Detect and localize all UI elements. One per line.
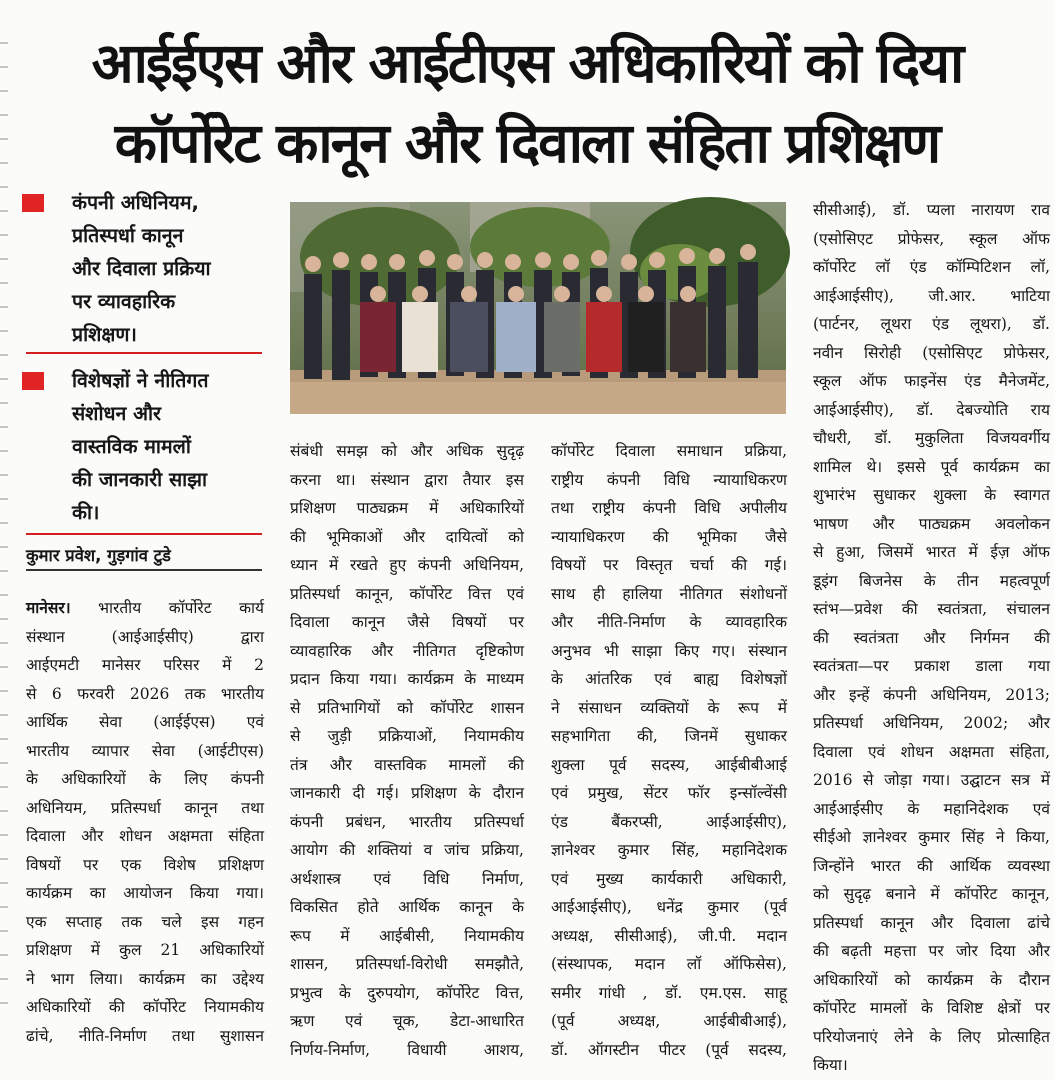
text-line: को सुदृढ़ बनाने में कॉर्पोरेट कानून, xyxy=(813,885,1050,903)
text-line: प्रदान किया गया। कार्यक्रम के माध्यम xyxy=(290,670,524,688)
text-line: की बढ़ती महत्ता पर जोर दिया और xyxy=(813,942,1050,960)
text-line: परियोजनाएं लेने के लिए प्रोत्साहित xyxy=(813,1027,1050,1046)
highlight-line: प्रशिक्षण। xyxy=(72,323,137,346)
column-1 xyxy=(26,594,264,1050)
text-line: दिवाला एवं शोधन अक्षमता संहिता, xyxy=(813,742,1050,761)
text-line: रूप में आईबीसी, नियामकीय xyxy=(290,926,524,945)
text-line: एक सप्ताह तक चले इस गहन xyxy=(26,912,264,931)
text-line: जिन्होंने भारत की आर्थिक व्यवस्था xyxy=(813,856,1050,875)
text-line: प्रशिक्षण में कुल 21 अधिकारियों xyxy=(26,941,264,959)
text-line-rest: भारतीय कॉर्पोरेट कार्य xyxy=(70,599,264,617)
text-line: एंड बैंकरप्सी, आईआईसीए), xyxy=(551,812,787,831)
column-2 xyxy=(290,437,524,1064)
dateline-place: मानेसर। xyxy=(26,598,71,617)
text-line: संस्थान (आईआईसीए) द्वारा xyxy=(26,627,264,646)
text-line: अधिकारियों को कार्यक्रम के दौरान xyxy=(813,970,1050,989)
text-line: सीईओ ज्ञानेश्वर कुमार सिंह ने किया, xyxy=(813,828,1050,846)
text-line: ढांचे, नीति-निर्माण तथा सुशासन xyxy=(26,1026,264,1045)
highlight-line: विशेषज्ञों ने नीतिगत xyxy=(72,369,209,392)
text-line: आईआईसीए), डॉ. देबज्योति राय xyxy=(813,400,1050,419)
text-line: चौधरी, डॉ. मुकुलिता विजयवर्गीय xyxy=(813,429,1050,447)
text-line: (एसोसिएट प्रोफेसर, स्कूल ऑफ xyxy=(813,229,1050,248)
text-line: दिवाला कानून जैसे विषयों पर xyxy=(290,613,524,631)
text-line: किया। xyxy=(813,1056,848,1074)
text-line: ज्ञानेश्वर कुमार सिंह, महानिदेशक xyxy=(551,841,787,859)
text-line: जानकारी दी गई। प्रशिक्षण के दौरान xyxy=(290,784,524,802)
text-line: प्रतिस्पर्धा कानून, कॉर्पोरेट वित्त एवं xyxy=(290,584,524,603)
text-line: विकसित होते आर्थिक कानून के xyxy=(290,898,524,916)
text-line: आयोग की शक्तियां व जांच प्रक्रिया, xyxy=(290,841,524,859)
text-line: कॉर्पोरेट लॉ एंड कॉम्पिटिशन लॉ, xyxy=(813,258,1050,276)
text-line: से 6 फरवरी 2026 तक भारतीय xyxy=(26,684,264,703)
text-line: कॉर्पोरेट मामलों के विशिष्ट क्षेत्रों पर xyxy=(813,999,1050,1017)
text-line: (संस्थापक, मदान लॉ ऑफिसेस), xyxy=(551,955,787,973)
text-line: तथा राष्ट्रीय कंपनी विधि अपीलीय xyxy=(551,499,787,517)
previous-article-strip xyxy=(0,0,1054,14)
text-line: आईआईसीए), धनेंद्र कुमार (पूर्व xyxy=(551,898,787,916)
text-line: और नीति-निर्माण के व्यावहारिक xyxy=(551,613,787,631)
highlight-line: और दिवाला प्रक्रिया xyxy=(72,257,211,280)
text-line: नवीन सिरोही (एसोसिएट प्रोफेसर, xyxy=(813,343,1050,362)
text-line: ऋण एवं चूक, डेटा-आधारित xyxy=(290,1012,524,1030)
text-line: डॉ. ऑगस्टीन पीटर (पूर्व सदस्य, xyxy=(551,1040,787,1059)
text-line: दिवाला और शोधन अक्षमता संहिता xyxy=(26,827,264,845)
text-line: शुभारंभ सुधाकर शुक्ला के स्वागत xyxy=(813,486,1050,504)
highlight-line: प्रतिस्पर्धा कानून xyxy=(72,224,184,247)
text-line: की भूमिकाओं और दायित्वों को xyxy=(290,527,524,546)
text-line: 2016 से जोड़ा गया। उद्घाटन सत्र में xyxy=(813,771,1050,789)
text-line: के अधिकारियों के लिए कंपनी xyxy=(26,770,264,788)
text-line: अनुभव भी साझा किए गए। संस्थान xyxy=(551,641,787,660)
text-line: शामिल थे। इससे पूर्व कार्यक्रम का xyxy=(813,457,1050,476)
group-photo xyxy=(290,202,786,414)
text-line: ने संसाधन व्यक्तियों के रूप में xyxy=(551,698,787,717)
text-line: के आंतरिक एवं बाह्य विशेषज्ञों xyxy=(551,670,787,688)
text-line: एवं प्रमुख, सेंटर फॉर इन्सॉल्वेंसी xyxy=(551,784,787,802)
text-line: शुक्ला पूर्व सदस्य, आईबीबीआई xyxy=(551,755,787,774)
text-line: अधिनियम, प्रतिस्पर्धा कानून तथा xyxy=(26,798,264,817)
group-photo-icon xyxy=(290,202,786,414)
text-line: आईआईसीए), जी.आर. भाटिया xyxy=(813,286,1050,305)
text-line: स्वतंत्रता—पर प्रकाश डाला गया xyxy=(813,657,1050,675)
text-line: (पूर्व अध्यक्ष, आईबीबीआई), xyxy=(551,1012,787,1030)
text-line: की स्वतंत्रता और निर्गमन की xyxy=(813,628,1050,647)
text-line: कार्यक्रम का आयोजन किया गया। xyxy=(26,884,264,902)
text-line: आर्थिक सेवा (आईईएस) एवं xyxy=(26,713,264,731)
divider xyxy=(26,533,262,535)
text-line: सहभागिता की, जिनमें सुधाकर xyxy=(551,727,787,745)
text-line: कंपनी प्रबंधन, भारतीय प्रतिस्पर्धा xyxy=(290,812,524,831)
text-line: प्रभुत्व के दुरुपयोग, कॉर्पोरेट वित्त, xyxy=(290,983,524,1002)
highlight-line: की। xyxy=(72,501,100,524)
text-line: आईआईसीए के महानिदेशक एवं xyxy=(813,799,1050,818)
text-line: स्तंभ—प्रवेश की स्वतंत्रता, संचालन xyxy=(813,600,1050,618)
text-line: से प्रतिभागियों को कॉर्पोरेट शासन xyxy=(290,698,524,717)
highlight-2 xyxy=(22,364,209,529)
text-line: ध्यान में रखते हुए कंपनी अधिनियम, xyxy=(290,556,524,574)
text-line: न्यायाधिकरण की भूमिका जैसे xyxy=(551,527,787,546)
text-line: शासन, प्रतिस्पर्धा-विरोधी समझौते, xyxy=(290,955,524,973)
text-line: अधिकारियों की कॉर्पोरेट नियामकीय xyxy=(26,998,264,1016)
text-line: से जुड़ी प्रक्रियाओं, नियामकीय xyxy=(290,727,524,745)
text-line: और इन्हें कंपनी अधिनियम, 2013; xyxy=(813,685,1050,704)
highlight-line: संशोधन और xyxy=(72,402,162,425)
column-3 xyxy=(551,437,787,1064)
text-line: अर्थशास्त्र एवं विधि निर्माण, xyxy=(290,869,524,888)
text-line: निर्णय-निर्माण, विधायी आशय, xyxy=(290,1040,524,1059)
text-line: (पार्टनर, लूथरा एंड लूथरा), डॉ. xyxy=(813,315,1050,333)
text-line: संबंधी समझ को और अधिक सुदृढ़ xyxy=(290,442,524,460)
text-line: भारतीय व्यापार सेवा (आईटीएस) xyxy=(26,741,264,760)
text-line: व्यावहारिक और नीतिगत दृष्टिकोण xyxy=(290,641,524,660)
text-line: ने भाग लिया। कार्यक्रम का उद्देश्य xyxy=(26,969,264,988)
text-line: एवं मुख्य कार्यकारी अधिकारी, xyxy=(551,869,787,888)
text-line: कॉर्पोरेट दिवाला समाधान प्रक्रिया, xyxy=(551,442,787,460)
text-line: राष्ट्रीय कंपनी विधि न्यायाधिकरण xyxy=(551,470,787,489)
highlight-line: कंपनी अधिनियम, xyxy=(72,191,199,214)
text-line: स्कूल ऑफ फाइनेंस एंड मैनेजमेंट, xyxy=(813,372,1050,390)
text-line: साथ ही हालिया नीतिगत संशोधनों xyxy=(551,584,787,603)
text-line: प्रतिस्पर्धा कानून और दिवाला ढांचे xyxy=(813,913,1050,932)
text-line: विषयों पर विस्तृत चर्चा की गई। xyxy=(551,556,787,574)
divider xyxy=(26,569,262,571)
text-line: डूइंग बिजनेस के तीन महत्वपूर्ण xyxy=(813,571,1050,590)
red-square-icon xyxy=(22,372,44,390)
highlight-line: की जानकारी साझा xyxy=(72,468,208,491)
divider xyxy=(26,352,262,354)
text-line: विषयों पर एक विशेष प्रशिक्षण xyxy=(26,855,264,874)
text-line: प्रशिक्षण पाठ्यक्रम में अधिकारियों xyxy=(290,499,524,517)
text-line: आईएमटी मानेसर परिसर में 2 xyxy=(26,656,264,674)
text-line: प्रतिस्पर्धा अधिनियम, 2002; और xyxy=(813,714,1050,732)
text-line xyxy=(26,594,264,623)
text-line: करना था। संस्थान द्वारा तैयार इस xyxy=(290,470,524,489)
text-line: से हुआ, जिसमें भारत में ईज़ ऑफ xyxy=(813,543,1050,561)
byline: कुमार प्रवेश, गुड़गांव टुडे xyxy=(26,546,171,565)
column-4 xyxy=(813,196,1050,1080)
text-line: समीर गांधी , डॉ. एम.एस. साहू xyxy=(551,983,787,1002)
text-line: तंत्र और वास्तविक मामलों की xyxy=(290,755,524,774)
highlight-line: पर व्यावहारिक xyxy=(72,290,176,313)
headline-line-2: कॉर्पोरेट कानून और दिवाला संहिता प्रशिक्षण xyxy=(114,111,940,175)
highlight-line: वास्तविक मामलों xyxy=(72,435,191,458)
text-line: अध्यक्ष, सीसीआई), जी.पी. मदान xyxy=(551,926,787,945)
highlight-1 xyxy=(22,186,211,351)
text-line: भाषण और पाठ्यक्रम अवलोकन xyxy=(813,514,1050,533)
red-square-icon xyxy=(22,194,44,212)
headline-line-1: आईईएस और आईटीएस अधिकारियों को दिया xyxy=(91,31,963,95)
text-line: सीसीआई), डॉ. प्यला नारायण राव xyxy=(813,201,1050,219)
